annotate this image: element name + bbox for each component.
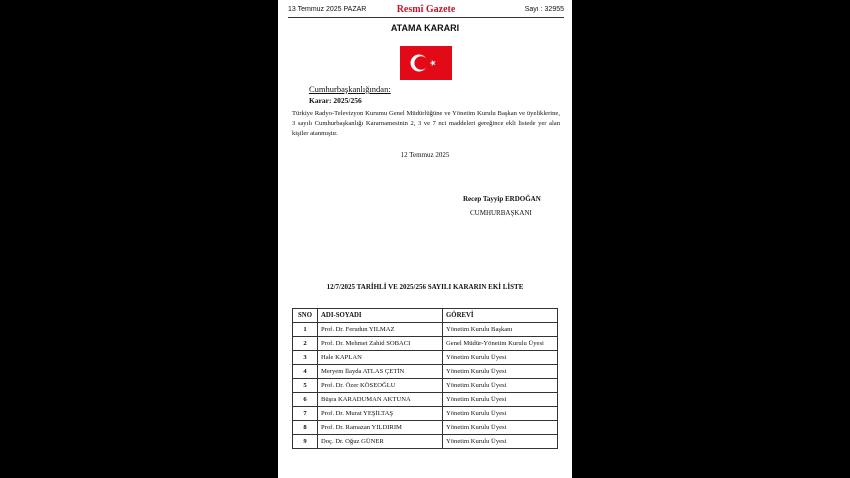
- decision-number: Karar: 2025/256: [309, 96, 362, 105]
- table-row: [293, 393, 558, 407]
- document-title: ATAMA KARARI: [390, 23, 460, 33]
- row-number: 8: [293, 421, 318, 435]
- signer-name: Recep Tayyip ERDOĞAN: [463, 195, 541, 203]
- table-row: [293, 337, 558, 351]
- column-header: GÖREVİ: [443, 309, 558, 323]
- position: Yönetim Kurulu Başkanı: [443, 323, 558, 337]
- table-row: [293, 379, 558, 393]
- issuing-authority: Cumhurbaşkanlığından:: [309, 84, 391, 94]
- table-row: [293, 421, 558, 435]
- appointment-table: [292, 308, 558, 449]
- header-date: 13 Temmuz 2025 PAZAR: [288, 6, 367, 13]
- position: Yönetim Kurulu Üyesi: [443, 393, 558, 407]
- position: Genel Müdür-Yönetim Kurulu Üyesi: [443, 337, 558, 351]
- row-number: 9: [293, 435, 318, 449]
- person-name: Doç. Dr. Oğuz GÜNER: [318, 435, 443, 449]
- row-number: 2: [293, 337, 318, 351]
- column-header: SNO: [293, 309, 318, 323]
- column-header: ADI-SOYADI: [318, 309, 443, 323]
- person-name: Prof. Dr. Özer KÖSEOĞLU: [318, 379, 443, 393]
- decision-text: Türkiye Radyo-Televizyon Kurumu Genel Müdürlüğüne ve Yönetim Kurulu Başkan ve üyeliklerine, 3 sayılı Cumhurbaşkanlığı Kararnamesinin 2, 3 ve 7 nci maddeleri gereğince ekli listede yer alan kişiler atanmıştır.: [292, 110, 560, 137]
- person-name: Meryem İlayda ATLAS ÇETİN: [318, 365, 443, 379]
- header-divider: [288, 17, 564, 18]
- row-number: 4: [293, 365, 318, 379]
- position: Yönetim Kurulu Üyesi: [443, 435, 558, 449]
- table-header-row: [293, 309, 558, 323]
- table-row: [293, 323, 558, 337]
- gazette-page: [278, 0, 572, 478]
- turkish-flag-icon: [400, 46, 452, 80]
- position: Yönetim Kurulu Üyesi: [443, 421, 558, 435]
- position: Yönetim Kurulu Üyesi: [443, 365, 558, 379]
- signer-title: CUMHURBAŞKANI: [470, 209, 532, 217]
- row-number: 1: [293, 323, 318, 337]
- table-row: [293, 435, 558, 449]
- gazette-header: [288, 4, 564, 18]
- person-name: Prof. Dr. Ramazan YILDIRIM: [318, 421, 443, 435]
- row-number: 6: [293, 393, 318, 407]
- decision-date: 12 Temmuz 2025: [400, 151, 450, 159]
- person-name: Prof. Dr. Mehmet Zahid SOBACI: [318, 337, 443, 351]
- issue-number: Sayı : 32955: [524, 6, 564, 13]
- position: Yönetim Kurulu Üyesi: [443, 379, 558, 393]
- table-row: [293, 407, 558, 421]
- gazette-title: Resmî Gazete: [396, 4, 456, 15]
- table-row: [293, 351, 558, 365]
- table-row: [293, 365, 558, 379]
- appendix-list-title: 12/7/2025 TARİHLİ VE 2025/256 SAYILI KARARIN EKİ LİSTE: [326, 283, 524, 291]
- person-name: Prof. Dr. Ferudun YILMAZ: [318, 323, 443, 337]
- person-name: Büşra KARADUMAN AKTUNA: [318, 393, 443, 407]
- person-name: Prof. Dr. Murat YEŞİLTAŞ: [318, 407, 443, 421]
- position: Yönetim Kurulu Üyesi: [443, 351, 558, 365]
- row-number: 3: [293, 351, 318, 365]
- row-number: 5: [293, 379, 318, 393]
- person-name: Hale KAPLAN: [318, 351, 443, 365]
- position: Yönetim Kurulu Üyesi: [443, 407, 558, 421]
- row-number: 7: [293, 407, 318, 421]
